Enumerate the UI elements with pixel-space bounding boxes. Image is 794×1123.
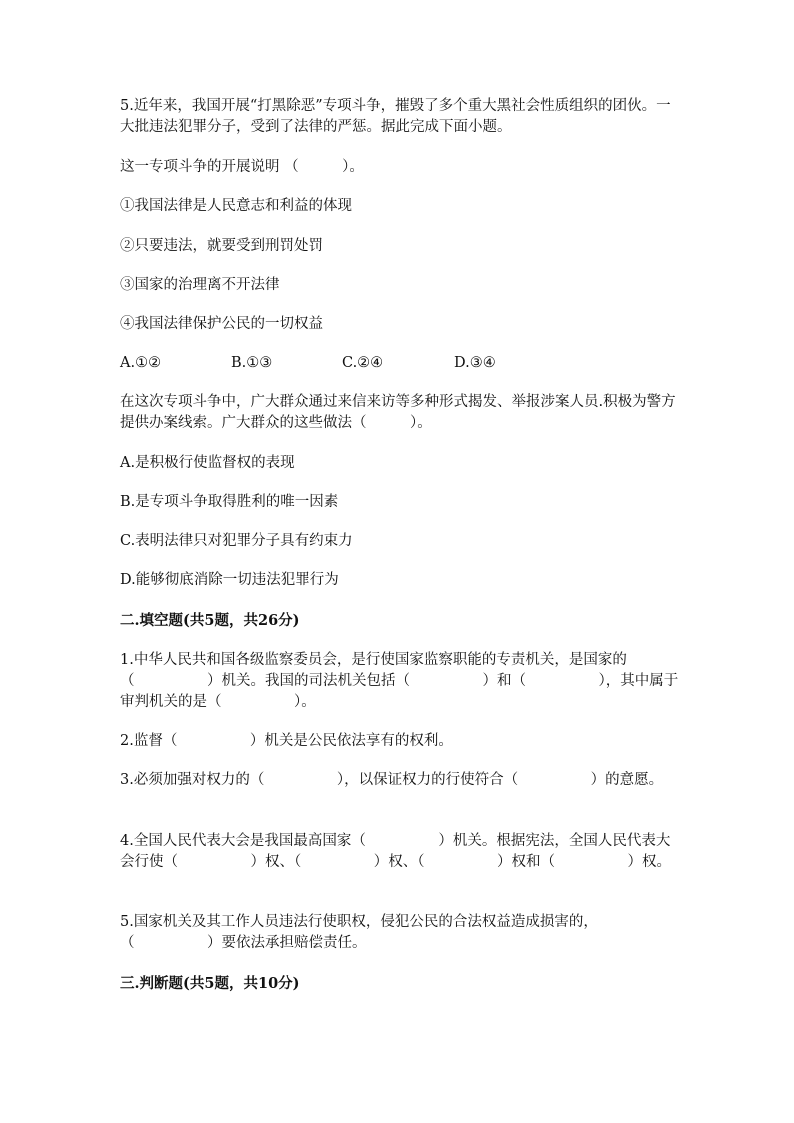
- sub-question-1-options: [120, 353, 680, 374]
- fill-blank-item-1: 1.中华人民共和国各级监察委员会，是行使国家监察职能的专责机关，是国家的（ ）机关。我国的司法机关包括（ ）和（ ），其中属于审判机关的是（ ）。: [120, 652, 679, 710]
- statement-2: ②只要违法，就要受到刑罚处罚: [120, 238, 323, 254]
- section-2-heading: 二.填空题(共5题，共26分): [120, 612, 300, 629]
- fill-blank-item-2: 2.监督（ ）机关是公民依法享有的权利。: [120, 733, 453, 749]
- statement-3: ③国家的治理离不开法律: [120, 277, 280, 293]
- option-c: C.表明法律只对犯罪分子具有约束力: [120, 533, 353, 549]
- option-d: D.③④: [454, 355, 496, 371]
- sub-question-1-prompt: 这一专项斗争的开展说明 （ ）。: [120, 159, 364, 175]
- option-d: D.能够彻底消除一切违法犯罪行为: [120, 572, 339, 588]
- option-a: A.是积极行使监督权的表现: [120, 455, 295, 471]
- statement-1: ①我国法律是人民意志和利益的体现: [120, 198, 352, 214]
- fill-blank-item-4: 4.全国人民代表大会是我国最高国家（ ）机关。根据宪法，全国人民代表大会行使（ ）权、（ ）权、（ ）权和（ ）权。: [120, 833, 671, 870]
- fill-blank-item-3: 3.必须加强对权力的（ ），以保证权力的行使符合（ ）的意愿。: [120, 772, 664, 788]
- option-b: B.①③: [231, 355, 273, 371]
- option-a: A.①②: [120, 355, 162, 371]
- statement-4: ④我国法律保护公民的一切权益: [120, 316, 323, 332]
- fill-blank-item-5: 5.国家机关及其工作人员违法行使职权，侵犯公民的合法权益造成损害的，（ ）要依法承担赔偿责任。: [120, 914, 598, 951]
- option-c: C.②④: [342, 355, 384, 371]
- section-3-heading: 三.判断题(共5题，共10分): [120, 975, 300, 992]
- sub-question-2-prompt: 在这次专项斗争中，广大群众通过来信来访等多种形式揭发、举报涉案人员.积极为警方提供办案线索。广大群众的这些做法（ ）。: [120, 394, 676, 431]
- question-5-stem: 5.近年来，我国开展“打黑除恶”专项斗争，摧毁了多个重大黑社会性质组织的团伙。一大批违法犯罪分子，受到了法律的严惩。据此完成下面小题。: [120, 98, 671, 135]
- option-b: B.是专项斗争取得胜利的唯一因素: [120, 494, 339, 510]
